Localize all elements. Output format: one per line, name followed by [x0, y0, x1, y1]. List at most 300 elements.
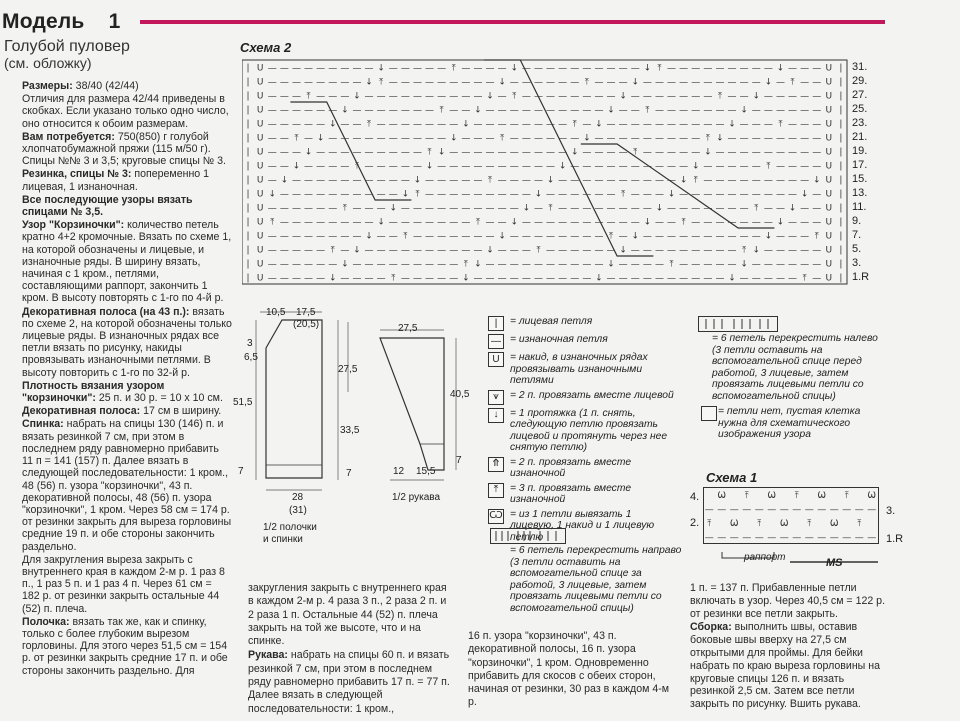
schema2-cell: —	[352, 259, 362, 270]
schema2-cell: —	[679, 91, 689, 102]
schema2-cell: —	[364, 189, 374, 200]
schema1-cell: —	[754, 533, 764, 543]
schema2-cell: —	[340, 273, 350, 284]
schema2-cell: ↓	[704, 147, 712, 158]
schema2-cell: —	[570, 63, 580, 74]
schema2-cell: U	[256, 119, 264, 130]
schema2-cell: —	[449, 91, 459, 102]
schema2-cell: |	[246, 133, 250, 144]
schema2-cell: —	[412, 259, 422, 270]
schema2-cell: —	[775, 77, 785, 88]
schema2-cell: —	[715, 147, 725, 158]
schema2-cell: —	[316, 147, 326, 158]
schema2-cell: —	[497, 147, 507, 158]
schema1-cell: —	[729, 533, 739, 543]
schema2-cell: —	[751, 217, 761, 228]
schema2-cell: —	[618, 175, 628, 186]
schema2-cell: —	[279, 245, 289, 256]
body-neck-front: 6,5	[244, 352, 258, 363]
schema2-cell: U	[825, 203, 833, 214]
schema2-cell: —	[763, 203, 773, 214]
schema2-cell: —	[509, 259, 519, 270]
schema2-cell: —	[485, 259, 495, 270]
schema2-cell: —	[739, 175, 749, 186]
schema2-cell: —	[412, 133, 422, 144]
schema1-cell: —	[792, 533, 802, 543]
schema2-cell: —	[304, 203, 314, 214]
schema2-cell: —	[533, 259, 543, 270]
schema2-cell: |	[839, 203, 843, 214]
sleeve-bottom-right: 15,5	[416, 466, 436, 477]
schema2-cell: |	[246, 119, 250, 130]
schema2-cell: ⤒	[294, 133, 299, 144]
schema2-cell: —	[328, 189, 338, 200]
schema2-cell: —	[788, 259, 798, 270]
schema2-cell: —	[594, 91, 604, 102]
schema2-cell: |	[246, 161, 250, 172]
model-title: Модель 1	[2, 10, 121, 33]
schema2-cell: —	[352, 119, 362, 130]
left-paragraph: Для закругления выреза закрыть с внутреннего края в каждом 2-м р. 1 раз 8 п., 1 раз 5 п. и 1 раз 4 п. Через 61 см = 182 р. от резинки закрыть остальные 44 (52) п. плеча.	[22, 553, 225, 615]
schema2-cell: —	[304, 133, 314, 144]
schema2-cell: —	[473, 245, 483, 256]
schema2-cell: —	[715, 77, 725, 88]
schema2-cell: —	[509, 161, 519, 172]
schema2-cell: —	[509, 273, 519, 284]
schema1-cell: ⤒	[844, 491, 849, 501]
schema2-cell: —	[582, 231, 592, 242]
schema2-cell: —	[775, 231, 785, 242]
schema2-cell: —	[291, 189, 301, 200]
schema2-cell: —	[679, 203, 689, 214]
schema2-cell: —	[800, 147, 810, 158]
schema2-cell: ↓	[353, 91, 361, 102]
schema2-cell: —	[437, 189, 447, 200]
schema2-cell: ↓	[389, 203, 398, 214]
body-height-side: 33,5	[340, 425, 360, 436]
schema2-cell: —	[376, 259, 386, 270]
schema2-cell: —	[751, 63, 761, 74]
schema2-cell: —	[570, 91, 580, 102]
schema2-cell: —	[533, 161, 543, 172]
schema2-cell: —	[546, 189, 556, 200]
schema2-cell: —	[267, 77, 277, 88]
schema2-cell: —	[763, 273, 773, 284]
schema2-cell: |	[839, 161, 843, 172]
schema2-cell: —	[509, 133, 519, 144]
schema1-cell: Ѡ	[830, 519, 839, 529]
schema2-cell: —	[800, 217, 810, 228]
schema2-cell: ↓	[607, 259, 615, 270]
schema2-cell: —	[291, 119, 301, 130]
schema2-cell: —	[763, 63, 773, 74]
schema2-cell: —	[449, 105, 459, 116]
schema2-cell: —	[630, 203, 640, 214]
schema1-row-3: 3.	[886, 505, 896, 517]
schema2-cell: U	[825, 77, 833, 88]
schema2-cell: —	[739, 147, 749, 158]
schema2-cell: ↓	[788, 203, 797, 214]
schema2-cell: —	[376, 105, 386, 116]
schema2-cell: —	[267, 133, 277, 144]
schema2-cell: —	[703, 203, 713, 214]
schema2-cell: —	[376, 245, 386, 256]
schema2-cell: —	[763, 175, 773, 186]
schema2-cell: —	[533, 231, 543, 242]
schema2-cell: —	[739, 231, 749, 242]
schema2-cell: —	[715, 231, 725, 242]
schema2-cell: —	[594, 147, 604, 158]
schema2-cell: —	[703, 189, 713, 200]
schema2-cell: —	[388, 91, 398, 102]
schema2-cell: —	[340, 231, 350, 242]
schema2-cell: —	[449, 77, 459, 88]
schema2-cell: —	[630, 189, 640, 200]
schema2-cell: U	[825, 133, 833, 144]
schema2-cell: —	[461, 77, 471, 88]
schema2-cell: ⤒	[621, 189, 626, 200]
schema2-cell: ↓	[486, 91, 494, 102]
schema2-cell: —	[316, 245, 326, 256]
schema2-cell: —	[642, 259, 652, 270]
schema2-cell: —	[340, 63, 350, 74]
schema1-cell: —	[717, 505, 727, 515]
schema2-cell: —	[352, 189, 362, 200]
schema2-cell: ↓	[558, 161, 567, 172]
schema2-cell: —	[400, 91, 410, 102]
schema2-cell: —	[667, 161, 677, 172]
schema2-cell: —	[642, 147, 652, 158]
schema2-cell: —	[775, 259, 785, 270]
schema2-cell: —	[618, 77, 628, 88]
schema2-cell: —	[558, 189, 568, 200]
instructions-left-column	[22, 80, 232, 720]
schema2-cell: —	[727, 77, 737, 88]
schema2-cell: —	[521, 63, 531, 74]
schema2-cell: —	[364, 175, 374, 186]
schema2-cell: ↓	[486, 245, 494, 256]
schema2-cell: —	[788, 175, 798, 186]
schema2-cell: —	[727, 105, 737, 116]
schema2-cell: —	[509, 231, 519, 242]
schema2-cell: ↓	[752, 91, 761, 102]
schema2-cell: —	[388, 259, 398, 270]
schema2-cell: —	[497, 175, 507, 186]
schema2-cell: —	[630, 217, 640, 228]
legend-item: ↓ = 1 протяжка (1 п. снять, следующую петлю провязать лицевой и протянуть через нее снятую петлю)	[488, 408, 678, 454]
schema2-cell: —	[388, 231, 398, 242]
schema2-cell: —	[642, 231, 652, 242]
sleeve-top: 27,5	[398, 323, 418, 334]
schema2-cell: —	[667, 273, 677, 284]
schema2-cell: —	[739, 161, 749, 172]
schema2-cell: —	[691, 189, 701, 200]
schema2-cell: —	[788, 105, 798, 116]
schema2-cell: —	[364, 259, 374, 270]
body-top-mid-alt: (20,5)	[293, 319, 320, 330]
schema1-cell: —	[742, 505, 752, 515]
schema2-cell: U	[256, 231, 264, 242]
schema2-cell: —	[267, 273, 277, 284]
schema2-cell: —	[812, 119, 822, 130]
schema2-cell: —	[812, 217, 822, 228]
schema2-cell: —	[412, 147, 422, 158]
schema2-cell: —	[582, 63, 592, 74]
schema2-cell: —	[279, 77, 289, 88]
schema2-cell: ↓	[776, 217, 785, 228]
garment-subtitle: (см. обложку)	[4, 55, 92, 71]
schema2-cell: —	[279, 161, 289, 172]
schema2-cell: —	[667, 175, 677, 186]
schema2-cell: —	[618, 217, 628, 228]
schema1-cell: —	[779, 533, 789, 543]
schema2-cell: —	[521, 273, 531, 284]
schema2-cell: ⤒	[536, 245, 541, 256]
schema2-cell: —	[461, 189, 471, 200]
schema2-cell: —	[606, 91, 616, 102]
schema2-cell: —	[328, 161, 338, 172]
schema2-cell: U	[825, 273, 833, 284]
schema2-row-number: 13.	[852, 187, 868, 199]
schema2-cell: ⤒	[766, 161, 771, 172]
schema2-cell: —	[279, 203, 289, 214]
schema1-row-2: 2.	[690, 517, 700, 529]
schema2-cell: —	[570, 175, 580, 186]
schema2-cell: —	[279, 105, 289, 116]
schema2-cell: —	[425, 63, 435, 74]
schema2-cell: |	[839, 105, 843, 116]
schema1-cell: —	[767, 533, 777, 543]
schema2-cell: —	[751, 147, 761, 158]
schema2-cell: ⤒	[367, 119, 372, 130]
schema2-cell: —	[364, 161, 374, 172]
schema2-cell: —	[606, 161, 616, 172]
schema2-cell: —	[352, 133, 362, 144]
schema2-cell: |	[246, 273, 250, 284]
schema2-cell: —	[316, 231, 326, 242]
schema2-cell: ↓	[280, 175, 289, 186]
schema2-cell: —	[546, 91, 556, 102]
legend-item: Ѡ = из 1 петли вывязать 1 лицевую, 1 накид и 1 лицевую петлю	[489, 508, 655, 543]
schema2-cell: —	[473, 273, 483, 284]
schema2-cell: |	[839, 91, 843, 102]
schema2-cell: U	[256, 91, 264, 102]
schema2-cell: —	[437, 259, 447, 270]
schema2-cell: |	[839, 231, 843, 242]
schema2-cell: —	[715, 63, 725, 74]
schema2-cell: —	[437, 77, 447, 88]
schema2-cell: —	[425, 77, 435, 88]
schema2-cell: ⤒	[270, 217, 275, 228]
title-rule	[140, 20, 885, 24]
schema2-cell: —	[437, 217, 447, 228]
schema2-cell: ↓	[316, 133, 325, 144]
schema2-cell: —	[340, 119, 350, 130]
schema2-cell: —	[558, 77, 568, 88]
schema2-cell: —	[437, 63, 447, 74]
schema2-row-number: 1.R	[852, 271, 870, 283]
schema1-cell: ⤒	[794, 491, 799, 501]
left-paragraph: Размеры: 38/40 (42/44)	[22, 80, 139, 92]
schema2-cell: —	[376, 231, 386, 242]
schema2-cell: —	[485, 77, 495, 88]
schema2-cell: |	[839, 63, 843, 74]
schema2-cell: ↓	[740, 105, 748, 116]
schema2-cell: —	[788, 147, 798, 158]
schema2-cell: |	[839, 245, 843, 256]
schema2-cell: U	[256, 217, 264, 228]
schema2-cell: —	[376, 147, 386, 158]
schema2-cell: —	[630, 133, 640, 144]
schema2-cell: —	[388, 119, 398, 130]
schema2-cell: —	[618, 161, 628, 172]
schema2-cell: —	[388, 161, 398, 172]
schema2-cell: —	[533, 63, 543, 74]
schema2-cell: —	[376, 161, 386, 172]
schema2-cell: —	[727, 245, 737, 256]
schema2-cell: —	[546, 259, 556, 270]
schema2-cell: —	[739, 189, 749, 200]
legend-item: ⩛ = 2 п. провязать вместе лицевой	[488, 390, 678, 405]
schema2-title: Схема 2	[240, 40, 292, 55]
schema2-cell: ⤒	[814, 231, 819, 242]
schema2-cell: —	[691, 273, 701, 284]
schema2-cell: —	[570, 245, 580, 256]
schema2-cell: —	[376, 273, 386, 284]
schema2-cell: —	[352, 175, 362, 186]
schema2-cell: —	[667, 231, 677, 242]
schema2-cell: ⤒	[379, 77, 384, 88]
schema2-cell: —	[461, 91, 471, 102]
body-top-mid: 17,5	[296, 307, 316, 318]
left-paragraph: Декоративная полоса (на 43 п.): вязать по схеме 2, на которой обозначены только лицевые ряды. В изнаночных рядах все петли вязать по рисунку, накиды провязывать изнаночными петлями. В высоту повторить с 1-го по 32-й р.	[22, 305, 232, 379]
sleeve-rib: 7	[456, 455, 462, 466]
schema2-cell: —	[485, 63, 495, 74]
symbol-legend	[488, 316, 678, 546]
schema2-cell: —	[279, 91, 289, 102]
schema2-cell: ↓	[510, 217, 519, 228]
schema2-cell: —	[521, 217, 531, 228]
schema1-cell: —	[829, 533, 839, 543]
schema1-cell: Ѡ	[867, 491, 876, 501]
schema2-cell: —	[412, 273, 422, 284]
schema2-cell: —	[485, 231, 495, 242]
schema2-cell: —	[751, 273, 761, 284]
schema2-cell: —	[582, 161, 592, 172]
schema2-cell: —	[437, 203, 447, 214]
schema2-cell: —	[594, 259, 604, 270]
schema2-cell: U	[256, 77, 264, 88]
schema2-cell: —	[570, 77, 580, 88]
schema2-cell: —	[594, 231, 604, 242]
schema2-cell: —	[437, 231, 447, 242]
schema2-cell: —	[630, 105, 640, 116]
schema2-cell: —	[630, 245, 640, 256]
schema2-cell: —	[304, 119, 314, 130]
schema2-cell: ↓	[377, 217, 385, 228]
schema2-cell: —	[400, 63, 410, 74]
schema2-cell: —	[328, 133, 338, 144]
schema2-cell: —	[352, 203, 362, 214]
schema2-cell: —	[703, 161, 713, 172]
schema2-cell: —	[642, 161, 652, 172]
schema1-cell: —	[842, 533, 852, 543]
schema2-cell: —	[340, 161, 350, 172]
schema1-cell: —	[804, 505, 814, 515]
schema2-row-number: 29.	[852, 75, 868, 87]
schema2-cell: ↓	[595, 273, 603, 284]
schema2-cell: —	[715, 119, 725, 130]
cable-right-text: = 6 петель перекрестить налево (3 петли оставить на вспомогательной спице перед работой, 3 лицевые, затем провязать лицевыми петли со вспомогательной спицы)	[712, 333, 878, 402]
schema2-cell: —	[788, 91, 798, 102]
schema2-cell: —	[473, 203, 483, 214]
schema2-cell: —	[533, 77, 543, 88]
schema2-cell: —	[606, 245, 616, 256]
right-sleeve-text: 1 п. = 137 п. Прибавленные петли включать в узор. Через 40,5 см = 122 р. от резинки все петли закрыть.	[690, 582, 886, 620]
schema2-cell: —	[521, 245, 531, 256]
schema2-cell: —	[800, 91, 810, 102]
schema2-cell: —	[654, 231, 664, 242]
schema1-grid	[704, 488, 879, 544]
schema2-cell: —	[340, 133, 350, 144]
subtitle-block	[4, 38, 130, 72]
schema2-cell: —	[267, 91, 277, 102]
schema2-cell: —	[630, 161, 640, 172]
schema2-cell: —	[606, 77, 616, 88]
schema2-cell: —	[800, 245, 810, 256]
schema2-cell: —	[509, 77, 519, 88]
schema2-cell: ↓	[740, 259, 748, 270]
schema2-cell: —	[449, 259, 459, 270]
schema2-cell: —	[727, 147, 737, 158]
schema1-cell: —	[742, 533, 752, 543]
instructions-middle-column	[248, 582, 454, 717]
schema2-cell: ⤒	[778, 119, 783, 130]
schema2-cell: —	[291, 63, 301, 74]
schema2-cell: |	[246, 231, 250, 242]
schema2-cell: —	[425, 91, 435, 102]
schema2-cell: ↓	[764, 77, 773, 88]
schema2-cell: —	[400, 133, 410, 144]
schema2-cell: —	[667, 147, 677, 158]
schema2-cell: ↓	[655, 203, 664, 214]
schema2-cell: —	[364, 105, 374, 116]
schema2-cell: —	[691, 217, 701, 228]
schema2-cell: —	[606, 217, 616, 228]
schema2-cell: —	[316, 217, 326, 228]
schema2-cell: —	[679, 147, 689, 158]
schema2-cell: —	[667, 105, 677, 116]
schema2-cell: —	[412, 105, 422, 116]
schema2-cell: —	[267, 147, 277, 158]
schema2-cell: —	[425, 259, 435, 270]
schema2-cell: —	[775, 147, 785, 158]
schema2-cell: U	[256, 161, 264, 172]
schema2-cell: ⤒	[681, 217, 686, 228]
schema2-cell: —	[546, 77, 556, 88]
schema2-cell: —	[558, 63, 568, 74]
schema2-cell: —	[546, 119, 556, 130]
cable-right-cross-icon	[490, 528, 566, 544]
schema2-cell: —	[800, 63, 810, 74]
schema2-cell: —	[606, 133, 616, 144]
schema2-cell: —	[606, 273, 616, 284]
schema2-cell: —	[546, 217, 556, 228]
schema2-cell: —	[291, 231, 301, 242]
schema2-cell: —	[775, 161, 785, 172]
schema2-cell: —	[788, 119, 798, 130]
schema2-cell: —	[425, 203, 435, 214]
